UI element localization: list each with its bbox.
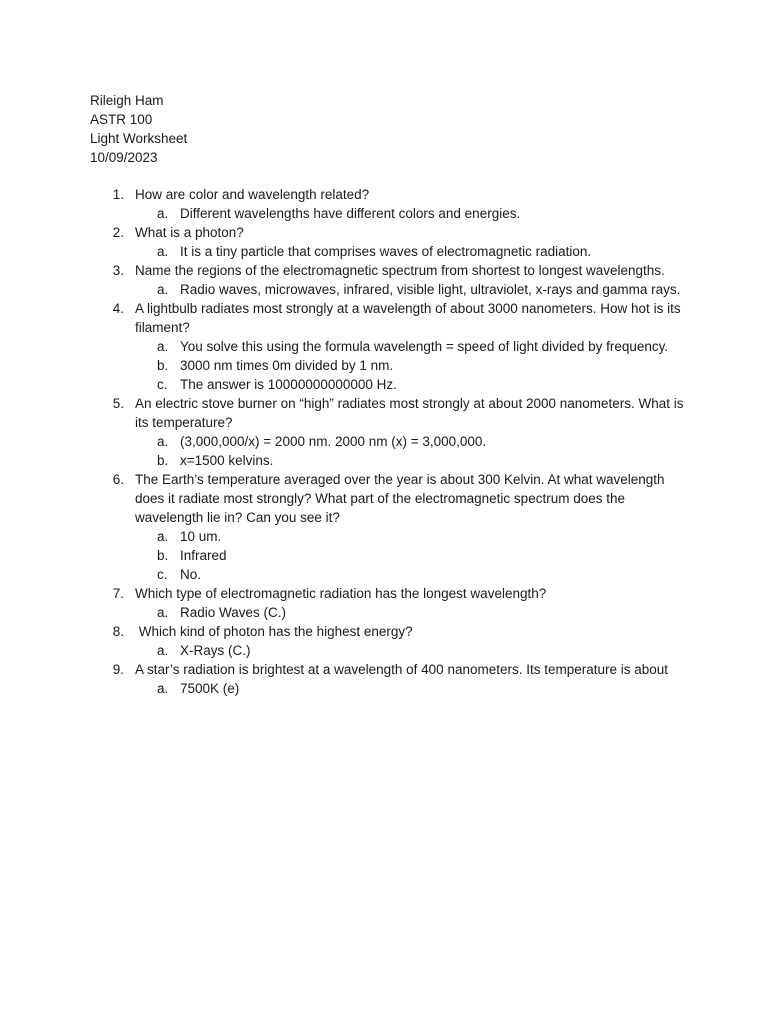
worksheet-title: Light Worksheet [90, 131, 188, 146]
answer-letter: b. [157, 548, 169, 563]
question-text: A star’s radiation is brightest at a wavelength of 400 nanometers. Its temperature is about [135, 662, 669, 677]
answer-letter: a. [157, 643, 169, 658]
answer-item [90, 527, 690, 546]
answer-item [90, 432, 690, 451]
question-text: Name the regions of the electromagnetic spectrum from shortest to longest wavelengths. [135, 263, 665, 278]
question-item [90, 261, 690, 280]
answer-text: No. [180, 567, 202, 582]
answer-text: You solve this using the formula wavelength = speed of light divided by frequency. [180, 339, 669, 354]
answer-letter: c. [157, 567, 168, 582]
question-text: How are color and wavelength related? [135, 187, 370, 202]
answer-item [90, 204, 690, 223]
answer-letter: a. [157, 244, 169, 259]
question-number: 8. [112, 624, 124, 639]
answer-text: 10 um. [180, 529, 222, 544]
answer-letter: a. [157, 282, 169, 297]
question-number: 1. [112, 187, 124, 202]
question-item [90, 394, 690, 432]
answer-text: Different wavelengths have different colors and energies. [180, 206, 521, 221]
answer-letter: a. [157, 681, 169, 696]
answer-text: Radio Waves (C.) [180, 605, 287, 620]
question-text: What is a photon? [135, 225, 244, 240]
question-text: An electric stove burner on “high” radiates most strongly at about 2000 nanometers. What is its temperature? [135, 396, 688, 430]
question-item [90, 622, 690, 641]
course-code: ASTR 100 [90, 112, 153, 127]
question-item [90, 470, 690, 527]
question-number: 5. [112, 396, 124, 411]
question-number: 6. [112, 472, 124, 487]
worksheet-date: 10/09/2023 [90, 150, 158, 165]
question-list [90, 185, 690, 698]
document-header [90, 91, 187, 167]
answer-letter: c. [157, 377, 168, 392]
answer-item [90, 242, 690, 261]
answer-text: 7500K (e) [180, 681, 240, 696]
answer-text: 3000 nm times 0m divided by 1 nm. [180, 358, 394, 373]
question-number: 7. [112, 586, 124, 601]
question-number: 9. [112, 662, 124, 677]
question-text: Which kind of photon has the highest energy? [135, 624, 413, 639]
question-number: 3. [112, 263, 124, 278]
question-number: 4. [112, 301, 124, 316]
answer-letter: a. [157, 434, 169, 449]
answer-letter: a. [157, 605, 169, 620]
answer-item [90, 546, 690, 565]
question-item [90, 185, 690, 204]
question-text: A lightbulb radiates most strongly at a wavelength of about 3000 nanometers. How hot is its filament? [135, 301, 685, 335]
question-number: 2. [112, 225, 124, 240]
question-item [90, 223, 690, 242]
answer-text: It is a tiny particle that comprises waves of electromagnetic radiation. [180, 244, 592, 259]
answer-item [90, 641, 690, 660]
answer-letter: a. [157, 339, 169, 354]
answer-letter: a. [157, 529, 169, 544]
answer-text: Infrared [180, 548, 227, 563]
answer-text: x=1500 kelvins. [180, 453, 274, 468]
question-item [90, 299, 690, 337]
answer-item [90, 356, 690, 375]
answer-text: Radio waves, microwaves, infrared, visible light, ultraviolet, x-rays and gamma rays. [180, 282, 681, 297]
answer-letter: b. [157, 358, 169, 373]
answer-item [90, 337, 690, 356]
answer-text: (3,000,000/x) = 2000 nm. 2000 nm (x) = 3,000,000. [180, 434, 487, 449]
student-name: Rileigh Ham [90, 93, 164, 108]
answer-item [90, 603, 690, 622]
question-item [90, 660, 690, 679]
answer-letter: a. [157, 206, 169, 221]
question-text: Which type of electromagnetic radiation has the longest wavelength? [135, 586, 547, 601]
answer-text: X-Rays (C.) [180, 643, 251, 658]
answer-letter: b. [157, 453, 169, 468]
answer-item [90, 280, 690, 299]
answer-item [90, 375, 690, 394]
answer-item [90, 451, 690, 470]
question-text: The Earth’s temperature averaged over the year is about 300 Kelvin. At what wavelength does it radiate most strongly? What part of the electromagnetic spectrum does the wavelength lie in? Can you see it? [135, 472, 669, 525]
question-item [90, 584, 690, 603]
answer-item [90, 565, 690, 584]
answer-item [90, 679, 690, 698]
answer-text: The answer is 10000000000000 Hz. [180, 377, 397, 392]
